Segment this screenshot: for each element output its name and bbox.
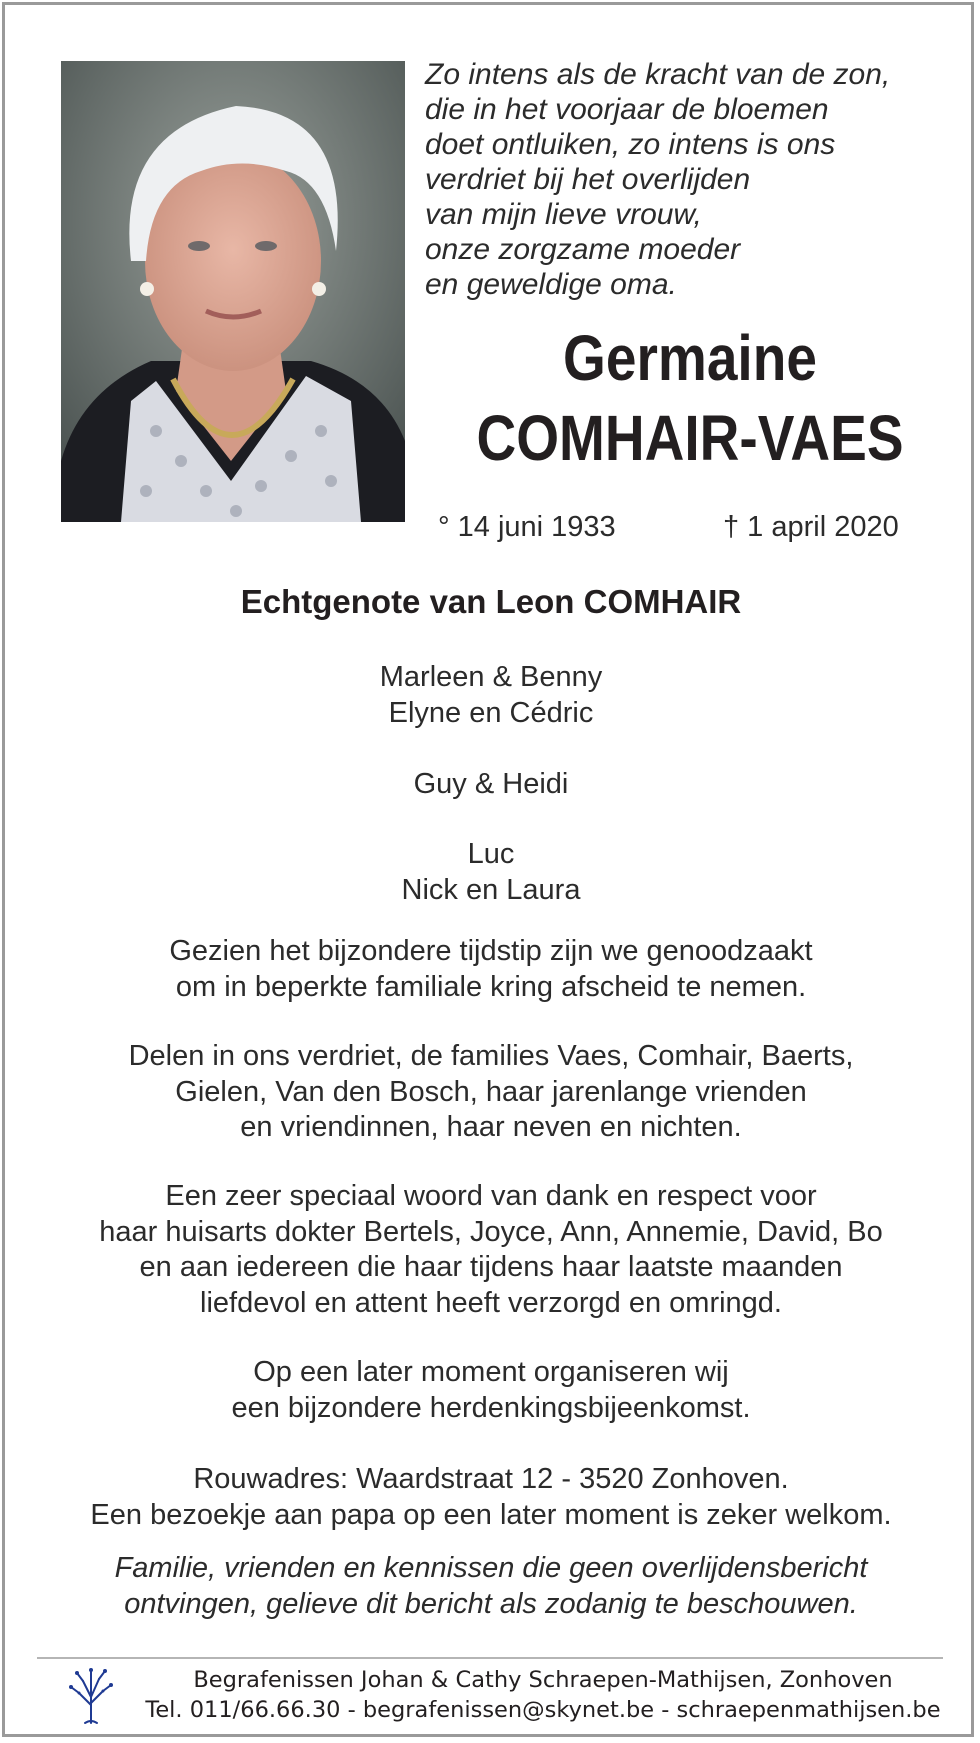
family-member: Nick en Laura	[401, 873, 581, 906]
footer-divider	[37, 1657, 943, 1659]
family-group-1	[5, 660, 977, 731]
family-member: Luc	[467, 838, 515, 870]
farewell-paragraph	[5, 934, 977, 1005]
thanks-paragraph	[5, 1179, 977, 1321]
paragraph-line: Een zeer speciaal woord van dank en respect voor	[165, 1180, 817, 1212]
family-group-3	[5, 837, 977, 908]
paragraph-line: een bijzondere herdenkingsbijeenkomst.	[231, 1391, 751, 1424]
death-date: † 1 april 2020	[723, 511, 899, 543]
paragraph-line: Rouwadres: Waardstraat 12 - 3520 Zonhoven.	[193, 1463, 789, 1495]
paragraph-line: Gielen, Van den Bosch, haar jarenlange vrienden	[175, 1075, 807, 1108]
paragraph-line: Op een later moment organiseren wij	[253, 1356, 729, 1388]
address-paragraph	[5, 1462, 977, 1533]
tree-icon	[65, 1665, 117, 1725]
memorial-paragraph	[5, 1355, 977, 1426]
paragraph-line: haar huisarts dokter Bertels, Joyce, Ann, Annemie, David, Bo	[99, 1215, 883, 1248]
poem	[425, 57, 945, 302]
poem-line: onze zorgzame moeder	[425, 233, 741, 266]
poem-line: Zo intens als de kracht van de zon,	[425, 58, 891, 91]
notice-paragraph	[5, 1551, 977, 1622]
portrait-illustration	[61, 61, 405, 522]
sharing-paragraph	[5, 1039, 977, 1146]
paragraph-line: en aan iedereen die haar tijdens haar laatste maanden	[139, 1251, 843, 1283]
poem-line: van mijn lieve vrouw,	[425, 198, 702, 231]
deceased-last-name: COMHAIR-VAES	[476, 402, 904, 474]
family-member: Elyne en Cédric	[388, 696, 594, 729]
spouse-line: Echtgenote van Leon COMHAIR	[240, 583, 742, 620]
paragraph-line: ontvingen, gelieve dit bericht als zodanig te beschouwen.	[124, 1587, 858, 1620]
poem-line: verdriet bij het overlijden	[425, 163, 751, 196]
paragraph-line: en vriendinnen, haar neven en nichten.	[240, 1111, 742, 1143]
paragraph-line: Familie, vrienden en kennissen die geen overlijdensbericht	[114, 1552, 868, 1584]
birth-date: ° 14 juni 1933	[438, 511, 616, 543]
paragraph-line: Delen in ons verdriet, de families Vaes, Comhair, Baerts,	[128, 1040, 854, 1072]
paragraph-line: om in beperkte familiale kring afscheid te nemen.	[175, 970, 807, 1003]
paragraph-line: liefdevol en attent heeft verzorgd en omringd.	[200, 1286, 782, 1319]
poem-line: die in het voorjaar de bloemen	[425, 93, 829, 126]
paragraph-line: Gezien het bijzondere tijdstip zijn we genoodzaakt	[169, 935, 813, 967]
obituary-card	[2, 2, 974, 1737]
family-group-2	[5, 767, 977, 803]
deceased-first-name: Germaine	[563, 322, 817, 394]
poem-line: doet ontluiken, zo intens is ons	[425, 128, 836, 161]
family-member: Guy & Heidi	[413, 768, 569, 800]
poem-line: en geweldige oma.	[425, 268, 677, 301]
portrait-photo	[61, 61, 405, 522]
funeral-home-contact: Tel. 011/66.66.30 - begrafenissen@skynet.be - schraepenmathijsen.be	[145, 1697, 941, 1723]
family-member: Marleen & Benny	[379, 661, 603, 693]
funeral-home-name: Begrafenissen Johan & Cathy Schraepen-Mathijsen, Zonhoven	[193, 1667, 893, 1693]
paragraph-line: Een bezoekje aan papa op een later moment is zeker welkom.	[90, 1498, 892, 1531]
